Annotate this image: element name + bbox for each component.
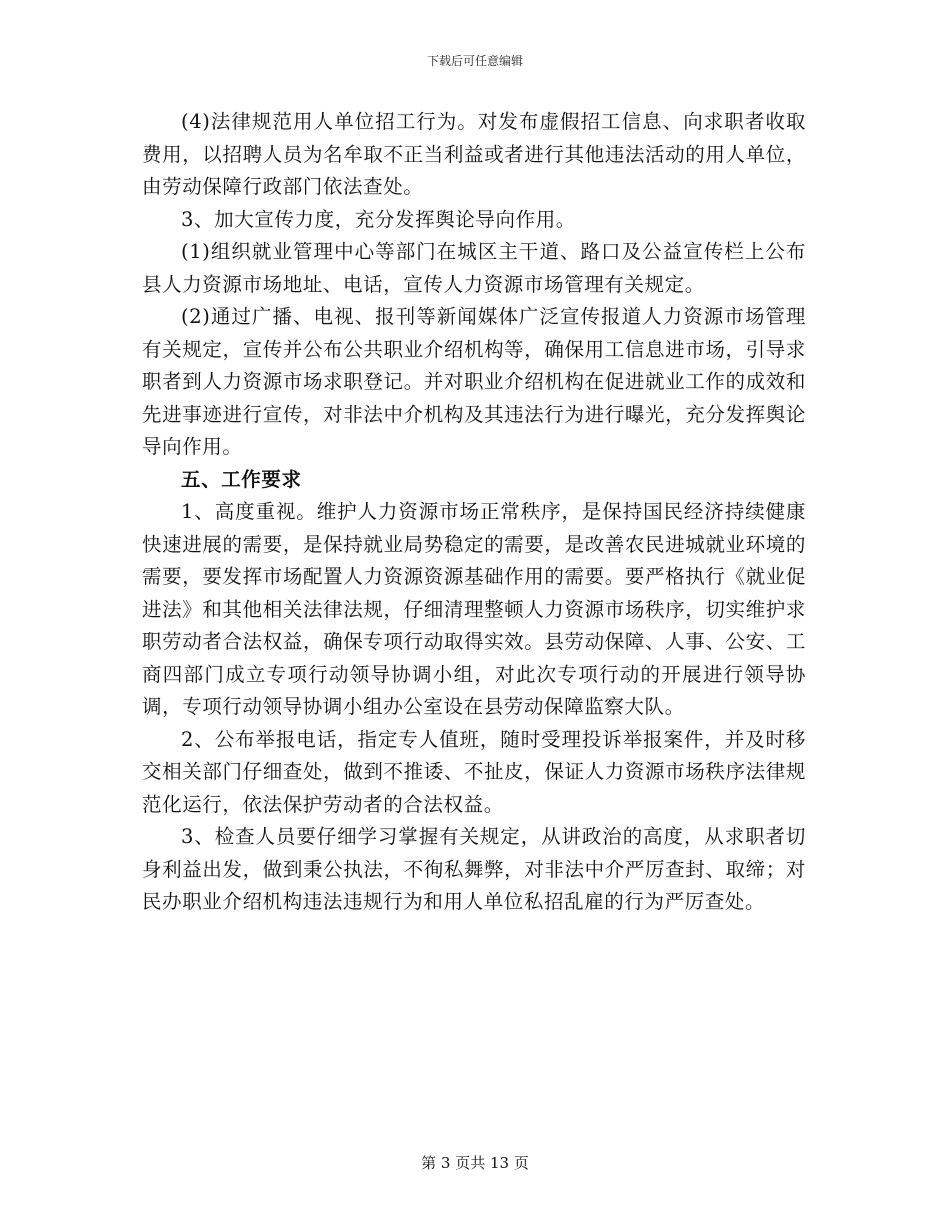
page-number: 第 3 页共 13 页 — [421, 1154, 529, 1172]
paragraph-1-high-attention: 1、高度重视。维护人力资源市场正常秩序，是保持国民经济持续健康快速进展的需要，是保持就业局势稳定的需要，是改善农民进城就业环境的需要，要发挥市场配置人力资源资源基础作用的需要。要严格执行《就业促进法》和其他相关法律法规，仔细清理整顿人力资源市场秩序，切实维护求职劳动者合法权益，确保专项行动取得实效。县劳动保障、人事、公安、工商四部门成立专项行动领导协调小组，对此次专项行动的开展进行领导协调，专项行动领导协调小组办公室设在县劳动保障监察大队。 — [142, 500, 806, 718]
paragraph-item-4-regulate-hiring: (4)法律规范用人单位招工行为。对发布虚假招工信息、向求职者收取费用，以招聘人员为名牟取不正当利益或者进行其他违法活动的用人单位，由劳动保障行政部门依法查处。 — [142, 110, 806, 198]
paragraph-item-2-media-publicity: (2)通过广播、电视、报刊等新闻媒体广泛宣传报道人力资源市场管理有关规定，宣传并公布公共职业介绍机构等，确保用工信息进市场，引导求职者到人力资源市场求职登记。并对职业介绍机构在促进就业工作的成效和先进事迹进行宣传，对非法中介机构及其违法行为进行曝光，充分发挥舆论导向作用。 — [142, 305, 806, 458]
section-heading-work-requirements: 五、工作要求 — [181, 467, 302, 491]
paragraph-3-inspectors: 3、检查人员要仔细学习掌握有关规定，从讲政治的高度，从求职者切身利益出发，做到秉公执法，不徇私舞弊，对非法中介严厉查封、取缔；对民办职业介绍机构违法违规行为和用人单位私招乱雇的行为严厉查处。 — [142, 825, 806, 913]
paragraph-item-1-announce-market: (1)组织就业管理中心等部门在城区主干道、路口及公益宣传栏上公布县人力资源市场地址、电话，宣传人力资源市场管理有关规定。 — [142, 240, 806, 296]
paragraph-2-report-hotline: 2、公布举报电话，指定专人值班，随时受理投诉举报案件，并及时移交相关部门仔细查处，做到不推诿、不扯皮，保证人力资源市场秩序法律规范化运行，依法保护劳动者的合法权益。 — [142, 727, 806, 816]
document-body — [142, 106, 806, 919]
header-note: 下载后可任意编辑 — [426, 54, 523, 68]
paragraph-3-publicity: 3、加大宣传力度，充分发挥舆论导向作用。 — [181, 207, 576, 231]
